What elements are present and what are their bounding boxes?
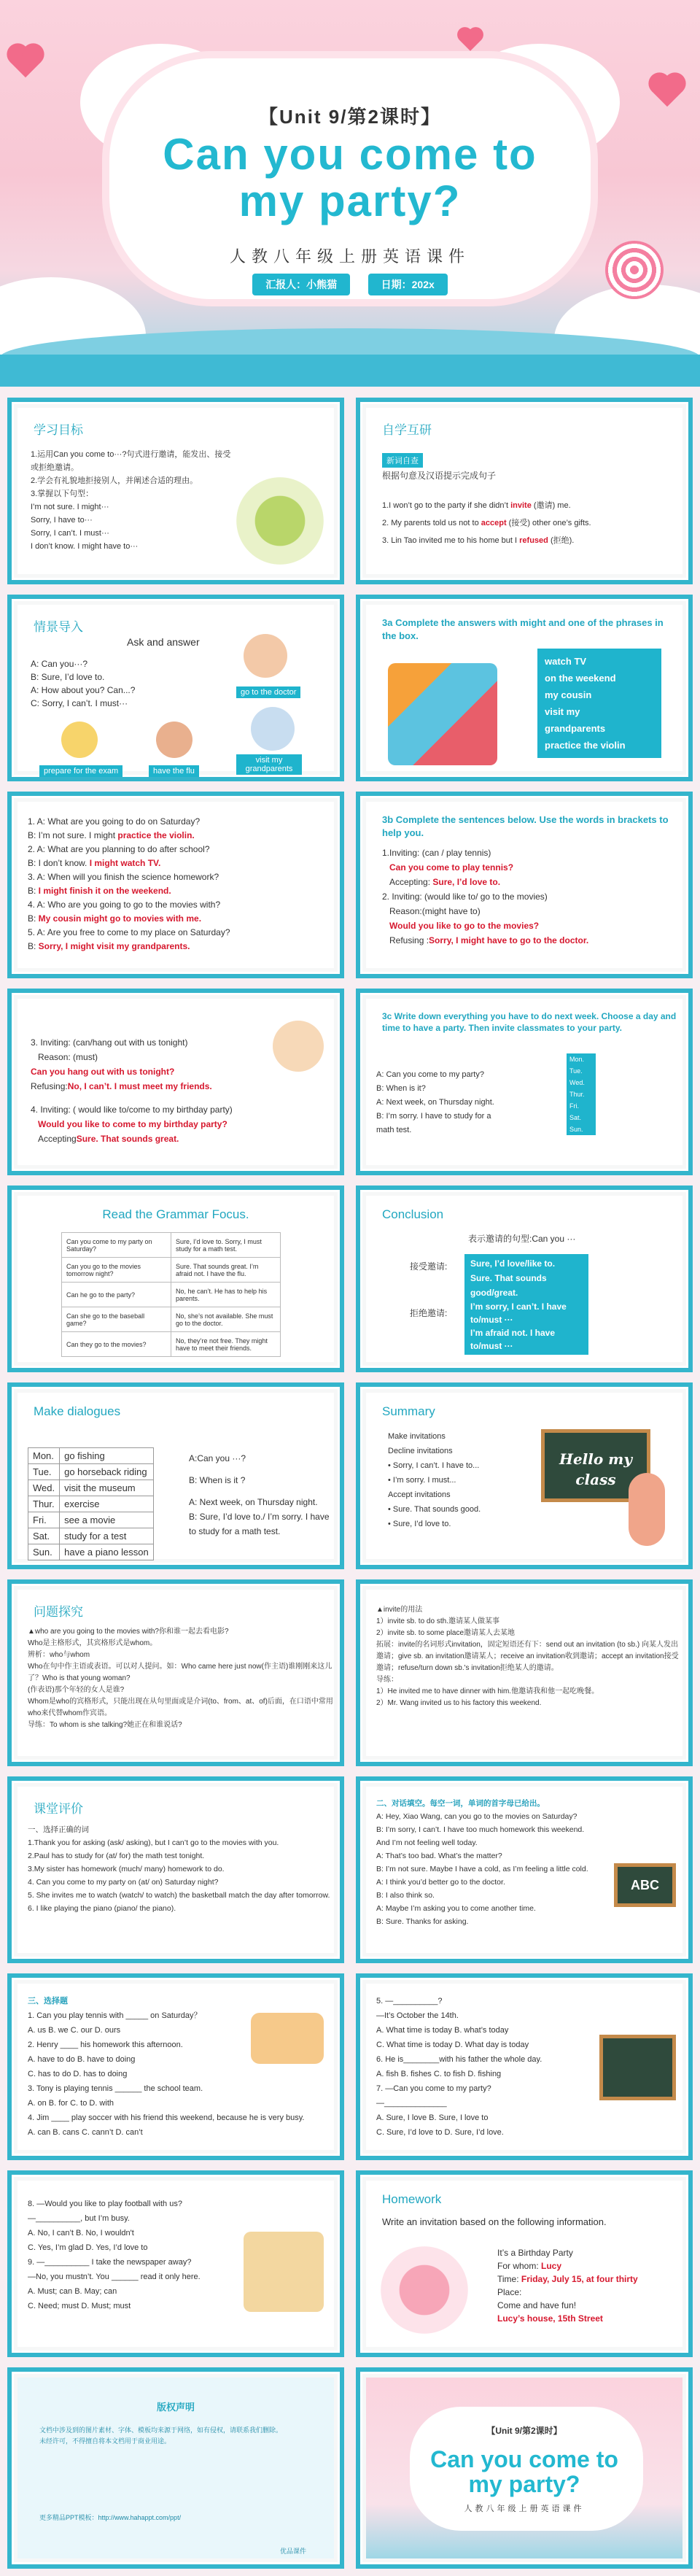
heart-icon [10,47,41,77]
line: C. has to do D. has to doing [28,2070,128,2078]
lesson-label: 【Unit 9/第2课时】 [486,2426,562,2436]
phrase: I’m afraid not. I have to/must ··· [470,1328,556,1351]
line: 7. —Can you come to my party? [376,2084,491,2093]
question: 5. A: Are you free to come to my place on Saturday? [28,927,230,937]
scene-tag [149,764,199,777]
answer: Can you hang out with us tonight? [31,1067,175,1077]
cell: Sun. [28,1544,60,1560]
question: 2. A: What are you planning to do after school? [28,844,210,854]
day: Thur. [569,1091,585,1098]
goal-line: Sorry, I have to··· [31,516,93,525]
text: B: [28,913,39,924]
cell: Wed. [28,1480,60,1496]
tag-label: 新词自查 [382,453,423,468]
line: C. Sure, I’d love to D. Sure, I’d love. [376,2128,504,2137]
instruction: 根据句意及汉语提示完成句子 [382,471,497,481]
answer: Sure. That sounds great. [76,1134,179,1144]
line: It’s a Birthday Party [497,2248,573,2258]
chalkboard: Hello my class [541,1429,650,1502]
title-line: Can you come to [163,130,537,179]
line: A. Sure, I love B. Sure, I love to [376,2113,489,2122]
slide-choice-1 [7,1973,344,2160]
answer: No, I can’t. I must meet my friends. [67,1081,212,1091]
schedule-table [28,1447,154,1560]
answer: I might finish it on the weekend. [38,886,171,896]
text: B: I’m not sure. I might [28,830,118,840]
teacher-illustration [629,1473,665,1546]
explanation [376,1604,682,1709]
line: • I’m sorry. I must... [388,1476,456,1485]
text: Accepting [38,1134,77,1144]
summary-list [388,1429,534,1531]
line: A: That’s too bad. What’s the matter? [376,1852,502,1860]
slide-title: 情景导入 [34,620,83,634]
title-line: Can you come to [430,2446,618,2472]
line: 1）invite sb. to do sth.邀请某人做某事 [376,1617,499,1625]
line: 5. She invites me to watch (watch/ to watch) the basketball match the day after tomorrow. [28,1891,330,1900]
goal-line: 2.学会有礼貌地拒接别人，并阐述合适的理由。 [31,476,198,485]
goal-line: 3.掌握以下句型： [31,490,94,498]
presenter-chip: 汇报人：小熊猫 [252,274,350,295]
text: (拒绝). [548,536,575,545]
day: Sat. [569,1114,582,1121]
line: 4. Jim ____ play soccer with his friend this weekend, because he is very busy. [28,2113,305,2122]
sick-girl-illustration [156,722,192,758]
answer: Would you like to come to my birthday party? [38,1119,228,1129]
text: 2. My parents told us not to [382,519,481,527]
title-line: my party? [468,2471,580,2497]
line: 6. He is________with his father the whole day. [376,2055,542,2064]
cell: Can they go to the movies? [62,1332,171,1357]
day: Mon. [569,1056,585,1063]
accept-box [464,1254,588,1302]
cell: study for a test [60,1528,154,1544]
refuse-box [464,1298,588,1355]
cell: Can he go to the party? [62,1283,171,1307]
day: Fri. [569,1102,579,1110]
cell: Tue. [28,1464,60,1480]
sentence-list [382,846,688,948]
scene-tag [236,685,300,698]
closing-title [366,2447,682,2496]
answer: accept [481,519,507,527]
line: C: Sorry, I can’t. I must··· [31,698,128,708]
line: A. can B. cans C. cann’t D. can’t [28,2128,143,2137]
text: 1.I won’t go to the party if she didn’t [382,501,511,510]
answer-list [28,815,334,954]
line: A. on B. for C. to D. with [28,2099,114,2108]
text: B: [28,886,39,896]
line: 1）He invited me to have dinner with him.他邀请我和他一起吃晚餐。 [376,1687,599,1695]
line: A: How about you? Can...? [31,685,136,695]
phrase-box [537,649,661,758]
text: (接受) other one’s gifts. [506,519,591,527]
students-illustration [251,2013,324,2064]
phrase: my cousin [545,689,592,700]
line: C. Need; must D. Must; must [28,2302,131,2310]
accept-label: 接受邀请: [410,1261,448,1272]
exercise-list [28,1823,334,1915]
week-planner [567,1053,676,1135]
slide-title: 3b Complete the sentences below. Use the words in brackets to help you. [382,814,669,838]
ask-answer-label: Ask and answer [127,636,200,648]
line: 2）invite sb. to some place邀请某人去某地 [376,1629,516,1637]
slide-scenario [7,595,344,781]
phrase: grandparents [545,723,606,734]
new-words-tag [382,453,423,468]
line: Who是主格形式，其宾格形式是whom。 [28,1639,158,1647]
answer: Can you come to play tennis? [389,862,514,873]
slide-invite-usage [356,1579,693,1766]
cell: No, they’re not free. They might have to meet their friends. [171,1332,281,1357]
copyright-text [39,2425,316,2523]
day-list [567,1053,596,1135]
line: 三、选择题 [28,1997,68,2006]
line: Who在句中作主语或表语。可以对人提问。如：Who came here just now(作主语)谁刚刚来这儿了？Who is that young woman? [28,1663,332,1682]
building-blocks-illustration [388,663,497,765]
slide-copyright [7,2367,344,2569]
line: Come and have fun! [497,2300,577,2310]
line: 9. —__________ I take the newspaper away? [28,2258,192,2267]
slide-title: Conclusion [382,1207,444,1221]
line: 一、选择正确的词 [28,1825,89,1834]
slide-self-study [356,398,693,584]
exercise-list [28,2197,232,2313]
cell: Thur. [28,1496,60,1512]
slide-homework [356,2170,693,2357]
line: 3. Tony is playing tennis ______ the school team. [28,2084,203,2093]
line: A: Can you come to my party? [376,1070,484,1079]
slide-title: Read the Grammar Focus. [102,1207,249,1221]
text: (邀请) me. [531,501,571,510]
line: A: Hey, Xiao Wang, can you go to the movies on Saturday? [376,1812,578,1821]
tag-label: visit my grandparents [236,754,302,775]
cell: visit the museum [60,1480,154,1496]
line: 2. Henry ____ his homework this afternoon. [28,2041,183,2049]
line: A. fish B. fishes C. to fish D. fishing [376,2070,502,2078]
goal-line: Sorry, I can’t. I must··· [31,529,109,538]
line: Make invitations [388,1432,446,1441]
slide-title: 3a Complete the answers with might and one of the phrases in the box. [382,617,664,641]
grammar-table [61,1232,281,1357]
line: A: Next week, on Thursday night. [376,1098,494,1107]
intro: 表示邀请的句型:Can you ··· [468,1234,576,1244]
line: 辨析：who与whom [28,1651,90,1659]
instruction: Write an invitation based on the following information. [382,2216,607,2227]
line: B: I’m sorry. I have to study for a [376,1112,491,1121]
line: Decline invitations [388,1447,453,1455]
answer: practice the violin. [117,830,195,840]
prompt: Reason: (must) [38,1052,98,1062]
phrase: Sure, I’d love/like to. [470,1258,556,1269]
line: A: I think you’d better go to the doctor. [376,1878,505,1887]
cell: No, he can’t. He has to help his parents. [171,1283,281,1307]
line: B: When is it? [376,1084,426,1093]
table-row [28,1528,154,1544]
dialogue [189,1451,335,1539]
scene-tag [39,764,122,777]
line: 二、对话填空。每空一词，单词的首字母已给出。 [376,1799,545,1808]
fill-in-list [382,499,681,547]
table-row [62,1233,281,1258]
answer: Sorry, I might have to go to the doctor. [429,935,589,945]
question: 4. A: Who are you going to go to the movies with? [28,900,221,910]
line: ▲who are you going to the movies with?你和谁一起去看电影? [28,1628,229,1636]
line: 5. —__________? [376,1997,443,2006]
cell: Sure, I’d love to. Sorry, I must study for a math test. [171,1233,281,1258]
slide-3b [356,792,693,978]
line: B: Sure. Thanks for asking. [376,1917,469,1926]
phrase: I’m sorry, I can’t. I have [470,1301,567,1312]
prompt: Reason:(might have to) [389,906,481,916]
line: 2）Mr. Wang invited us to his factory this weekend. [376,1699,542,1707]
slide-summary [356,1382,693,1569]
explanation [28,1626,334,1731]
line: And I’m not feeling well today. [376,1838,478,1847]
line: B: When is it ? [189,1475,246,1485]
date-chip: 日期：202x [368,274,448,295]
slide-title: 3c Write down everything you have to do next week. Choose a day and time to have a party. Then invite classmates to your party. [382,1011,677,1033]
exercise-list [376,1797,602,1928]
slide-dialogue-fill [356,1776,693,1963]
phrase: watch TV [545,656,587,667]
tag-label: go to the doctor [236,686,300,698]
answer: Sure, I’d love to. [432,877,501,887]
dialogue [376,1068,566,1137]
table-row [28,1464,154,1480]
table-row [28,1512,154,1528]
slide-3a [356,595,693,781]
prompt: 2. Inviting: (would like to/ go to the movies) [382,891,548,902]
line: Place: [497,2287,522,2297]
answer: refused [519,536,548,545]
line: A: Maybe I’m asking you to come another time. [376,1904,536,1913]
slide-conclusion [356,1185,693,1372]
text: 3. Lin Tao invited me to his home but I [382,536,520,545]
line: A. What time is today B. what’s today [376,2026,509,2035]
line: • Sorry, I can’t. I have to... [388,1461,480,1470]
slide-closing [356,2367,693,2569]
chalkboard [599,2035,676,2100]
line: —______________ [376,2099,447,2108]
line: A: Next week, on Thursday night. [189,1497,318,1507]
line: • Sure, I’d love to. [388,1520,451,1528]
line: B: I’m not sure. Maybe I have a cold, as I’m feeling a little cold. [376,1865,588,1873]
text: B: I don’t know. [28,858,90,868]
table-row [28,1480,154,1496]
birthday-illustration [381,2246,468,2334]
invitation-info [497,2246,680,2325]
table-row [62,1283,281,1307]
table-row [28,1496,154,1512]
page-subtitle: 人教八年级上册英语课件 [229,247,470,266]
doctor-illustration [244,634,287,678]
girl-with-paper-illustration [273,1021,324,1072]
slide-learning-goals [7,398,344,584]
page-title [0,131,700,225]
line: B: Sure, I’d love to./ I’m sorry. I have to study for a math test. [189,1512,330,1536]
line: Whom是who的宾格形式，只能出现在从句里面或是介词(to、from、at、of)后面，在口语中常用who来代替whom作宾语。 [28,1698,333,1717]
line: 拓展：invite的名词形式invitation，固定短语还有下：send out an invitation (to sb.) 向某人发出邀请；give sb. an invitation邀请某人；receive an invitation收到邀请；accept an invitation接受邀请；refuse/turn down sb.'s invitation拒绝某人的邀请。 [376,1641,679,1672]
line: B: Sure, I’d love to. [31,672,105,682]
cell: have a piano lesson [60,1544,154,1560]
cell: Can she go to the baseball game? [62,1307,171,1332]
prompt: 1.Inviting: (can / play tennis) [382,848,491,858]
cell: Sure. That sounds great. I’m afraid not. I have the flu. [171,1258,281,1283]
slide-title: Homework [382,2192,442,2206]
slide-inquiry [7,1579,344,1766]
line: 2.Paul has to study for (at/ for) the math test tonight. [28,1852,205,1860]
line: ▲invite的用法 [376,1606,423,1614]
line: 1. Can you play tennis with _____ on Saturday？ [28,2011,202,2020]
slide-title: 课堂评价 [34,1802,83,1816]
text: For whom: [497,2261,542,2271]
slide-3b-cont [7,989,344,1175]
phrase: Sure. That sounds good/great. [470,1273,547,1298]
dialogue [31,657,135,710]
question: 1. A: What are you going to do on Saturday? [28,816,201,827]
slide-3a-answers [7,792,344,978]
line: A: Can you···? [31,659,88,669]
line: A. have to do B. have to doing [28,2055,136,2064]
slide-title: 学习目标 [34,423,83,437]
prompt: 3. Inviting: (can/hang out with us tonight) [31,1037,188,1048]
slide-evaluation [7,1776,344,1963]
cell: Sat. [28,1528,60,1544]
line: A. No, I can’t B. No, I wouldn't [28,2229,134,2237]
day: Tue. [569,1067,583,1075]
line: 4. Can you come to my party on (at/ on) Saturday night? [28,1878,219,1887]
day: Sun. [569,1126,583,1133]
text: Refusing: [31,1081,68,1091]
line: 3.My sister has homework (much/ many) homework to do. [28,1865,225,1873]
line: 导练：To whom is she talking?她正在和谁说话? [28,1721,182,1729]
student-illustration [61,722,98,758]
tag-label: prepare for the exam [39,765,122,777]
line: math test. [376,1126,412,1134]
goal-line: I don’t know. I might have to··· [31,542,139,551]
tag-label: have the flu [149,765,199,777]
line: 更多精品PPT模板：http://www.hahappt.com/ppt/ [39,2514,182,2521]
chalkboard: ABC [614,1863,676,1907]
value: Friday, July 15, at four thirty [521,2274,638,2284]
phrase: practice the violin [545,740,626,751]
slide-make-dialogues [7,1382,344,1569]
goal-list [31,448,235,553]
answer: My cousin might go to movies with me. [38,913,202,924]
slide-title: 版权声明 [156,2402,195,2413]
line: 导练： [376,1676,398,1684]
slide-title: 自学互研 [382,423,432,437]
line: (作表语)那个年轻的女人是谁? [28,1686,125,1694]
prompt: 4. Inviting: ( would like to/come to my birthday party) [31,1105,233,1115]
table-row [62,1332,281,1357]
line: —No, you mustn’t. You ______ read it only here. [28,2273,201,2281]
exercise-list [376,1994,588,2140]
slide-title: Summary [382,1404,435,1418]
table-row [62,1307,281,1332]
slide-choice-2 [356,1973,693,2160]
line: 6. I like playing the piano (piano/ the piano). [28,1904,176,1913]
text: Time: [497,2274,521,2284]
cell: Fri. [28,1512,60,1528]
goal-line: I’m not sure. I might··· [31,503,109,511]
cell: Can you come to my party on Saturday? [62,1233,171,1258]
text: Accepting: [389,877,433,887]
line: C. Yes, I’m glad D. Yes, I’d love to [28,2243,148,2252]
cell: go fishing [60,1448,154,1464]
phrase: on the weekend [545,673,616,684]
cell: No, she’s not available. She must go to the doctor. [171,1307,281,1332]
table-row [62,1258,281,1283]
table-row [28,1448,154,1464]
line: A. Must; can B. May; can [28,2287,117,2296]
line: A. us B. we C. our D. ours [28,2026,121,2035]
line: —It’s October the 14th. [376,2011,459,2020]
line: 1.Thank you for asking (ask/ asking), but I can’t go to the movies with you. [28,1838,279,1847]
slide-grammar [7,1185,344,1372]
line: C. What time is today D. What day is today [376,2041,529,2049]
slide-title: Make dialogues [34,1404,121,1418]
hero-banner [0,0,700,387]
classroom-illustration [244,2232,324,2312]
cell: see a movie [60,1512,154,1528]
closing-subtitle: 人教八年级上册英语课件 [464,2505,585,2513]
answer: Would you like to go to the movies? [389,921,540,931]
slide-choice-3 [7,2170,344,2357]
cell: Mon. [28,1448,60,1464]
grandparents-illustration [251,707,295,751]
lesson-label: 【Unit 9/第2课时】 [259,106,441,128]
line: B: I’m sorry, I can’t. I have too much homework this weekend. [376,1825,585,1834]
day: Wed. [569,1079,585,1086]
slide-3c [356,989,693,1175]
line: A:Can you ···? [189,1453,246,1463]
line: Accept invitations [388,1490,451,1499]
brand-label: 优品课件 [280,2548,307,2555]
reading-girl-illustration [236,477,324,565]
line: —__________, but I’m busy. [28,2214,130,2223]
cell: Can you go to the movies tomorrow night? [62,1258,171,1283]
slide-title: 问题探究 [34,1605,83,1619]
line: 8. —Would you like to play football with us? [28,2200,182,2208]
line: • Sure. That sounds good. [388,1505,481,1514]
scene-tag [236,754,302,775]
answer: Sorry, I might visit my grandparents. [38,941,190,951]
title-line: my party? [238,177,462,225]
cell: exercise [60,1496,154,1512]
phrase: visit my [545,706,580,717]
answer: invite [510,501,532,510]
phrase: to/must ··· [470,1315,513,1325]
line: 文档中涉及到的图片素材、字体、模板均来源于网络，如有侵权，请联系我们删除。 [39,2426,283,2434]
text: Refusing : [389,935,429,945]
wave-decor [0,355,700,387]
value: Lucy [541,2261,562,2271]
heart-icon [459,29,481,51]
goal-line: 1.运用Can you come to···?句式进行邀请，能发出、接受或拒绝邀请。 [31,450,231,472]
refuse-label: 拒绝邀请: [410,1308,448,1318]
cell: go horseback riding [60,1464,154,1480]
question: 3. A: When will you finish the science homework? [28,872,219,882]
answer: I might watch TV. [89,858,161,868]
table-row [28,1544,154,1560]
line: B: I also think so. [376,1891,435,1900]
text: B: [28,941,39,951]
line: Lucy’s house, 15th Street [497,2313,603,2324]
line: 未经许可，不得擅自将本文档用于商业用途。 [39,2437,171,2445]
